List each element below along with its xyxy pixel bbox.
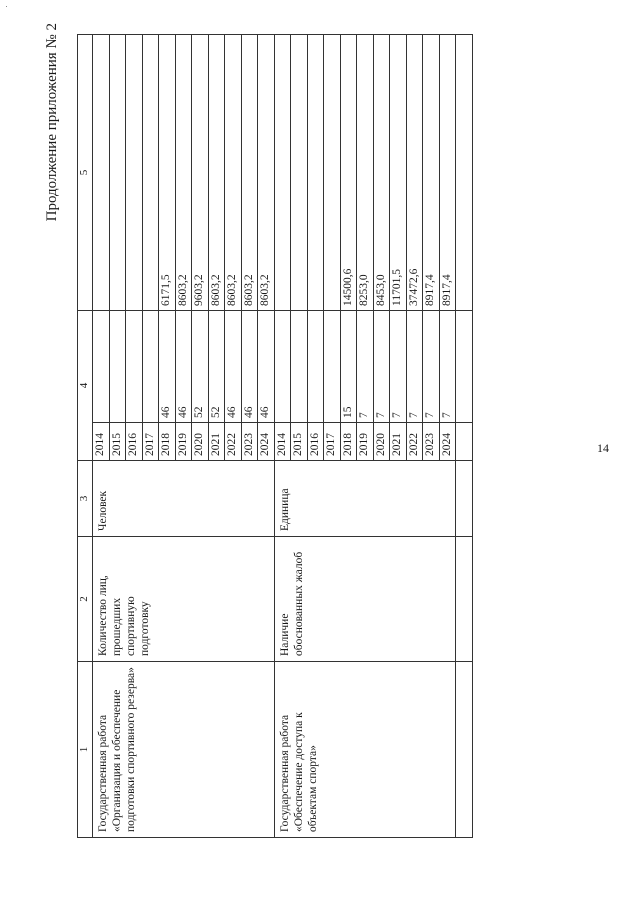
col4-value-cell: 7 [390, 311, 407, 423]
col4-value-cell [126, 311, 143, 423]
col4-value-cell: 7 [357, 311, 374, 423]
table-row [93, 35, 110, 838]
page-number: 14 [597, 441, 609, 455]
col4-value-cell: 7 [406, 311, 423, 423]
year-cell: 2016 [307, 423, 324, 461]
col5-value-cell: 9603,2 [192, 35, 209, 311]
empty-cell [456, 537, 473, 662]
col5-value-cell [126, 35, 143, 311]
year-cell: 2022 [225, 423, 242, 461]
unit-name: Человек [93, 461, 275, 537]
header-col-1: 1 [78, 662, 93, 838]
col5-value-cell [93, 35, 110, 311]
col5-value-cell: 8603,2 [225, 35, 242, 311]
year-cell: 2021 [208, 423, 225, 461]
col5-value-cell: 8917,4 [439, 35, 456, 311]
year-cell: 2023 [423, 423, 440, 461]
unit-name: Единица [274, 461, 456, 537]
empty-cell [456, 662, 473, 838]
year-cell: 2015 [291, 423, 308, 461]
col4-value-cell: 46 [225, 311, 242, 423]
work-name: Государственная работа «Организация и обеспечение подготовки спортивного резерва» [93, 662, 275, 838]
year-cell: 2014 [274, 423, 291, 461]
year-cell: 2018 [340, 423, 357, 461]
scan-speck [6, 6, 7, 7]
col5-value-cell [142, 35, 159, 311]
year-cell: 2024 [258, 423, 275, 461]
year-cell: 2017 [324, 423, 341, 461]
col4-value-cell: 52 [192, 311, 209, 423]
work-name: Государственная работа «Обеспечение доступа к объектам спорта» [274, 662, 456, 838]
col5-value-cell: 14500,6 [340, 35, 357, 311]
header-col-5: 5 [78, 35, 93, 311]
col5-value-cell: 8917,4 [423, 35, 440, 311]
year-cell: 2020 [373, 423, 390, 461]
col4-value-cell: 46 [159, 311, 176, 423]
col4-value-cell [274, 311, 291, 423]
col4-value-cell: 46 [258, 311, 275, 423]
col5-value-cell [307, 35, 324, 311]
col4-value-cell [324, 311, 341, 423]
indicator-name: Наличие обоснованных жалоб [274, 537, 456, 662]
year-cell: 2014 [93, 423, 110, 461]
col4-value-cell: 46 [175, 311, 192, 423]
empty-cell [456, 311, 473, 423]
col4-value-cell [307, 311, 324, 423]
empty-row [456, 35, 473, 838]
col5-value-cell: 8453,0 [373, 35, 390, 311]
col5-value-cell: 6171,5 [159, 35, 176, 311]
col5-value-cell [324, 35, 341, 311]
col5-value-cell: 8603,2 [241, 35, 258, 311]
col5-value-cell [274, 35, 291, 311]
col5-value-cell: 8253,0 [357, 35, 374, 311]
header-col-3: 3 [78, 461, 93, 537]
header-row [78, 35, 93, 838]
col4-value-cell: 52 [208, 311, 225, 423]
indicator-name: Количество лиц, прошедших спортивную подготовку [93, 537, 275, 662]
appendix-continuation-heading: Продолжение приложения № 2 [44, 23, 60, 222]
col5-value-cell: 8603,2 [208, 35, 225, 311]
col4-value-cell: 15 [340, 311, 357, 423]
empty-cell [456, 423, 473, 461]
col4-value-cell: 7 [373, 311, 390, 423]
year-cell: 2016 [126, 423, 143, 461]
col5-value-cell: 11701,5 [390, 35, 407, 311]
col4-value-cell: 7 [439, 311, 456, 423]
header-col-2: 2 [78, 537, 93, 662]
year-cell: 2024 [439, 423, 456, 461]
col5-value-cell [291, 35, 308, 311]
col4-value-cell [142, 311, 159, 423]
col5-value-cell: 37472,6 [406, 35, 423, 311]
header-col-4: 4 [78, 311, 93, 461]
empty-cell [456, 461, 473, 537]
year-cell: 2020 [192, 423, 209, 461]
year-cell: 2022 [406, 423, 423, 461]
year-cell: 2019 [175, 423, 192, 461]
year-cell: 2019 [357, 423, 374, 461]
table-row [274, 35, 291, 838]
year-cell: 2021 [390, 423, 407, 461]
col5-value-cell: 8603,2 [258, 35, 275, 311]
col5-value-cell [109, 35, 126, 311]
year-cell: 2018 [159, 423, 176, 461]
year-cell: 2017 [142, 423, 159, 461]
year-cell: 2023 [241, 423, 258, 461]
empty-cell [456, 35, 473, 311]
col4-value-cell [109, 311, 126, 423]
col4-value-cell: 7 [423, 311, 440, 423]
year-cell: 2015 [109, 423, 126, 461]
col4-value-cell [93, 311, 110, 423]
indicators-table [77, 34, 473, 838]
col5-value-cell: 8603,2 [175, 35, 192, 311]
col4-value-cell: 46 [241, 311, 258, 423]
col4-value-cell [291, 311, 308, 423]
